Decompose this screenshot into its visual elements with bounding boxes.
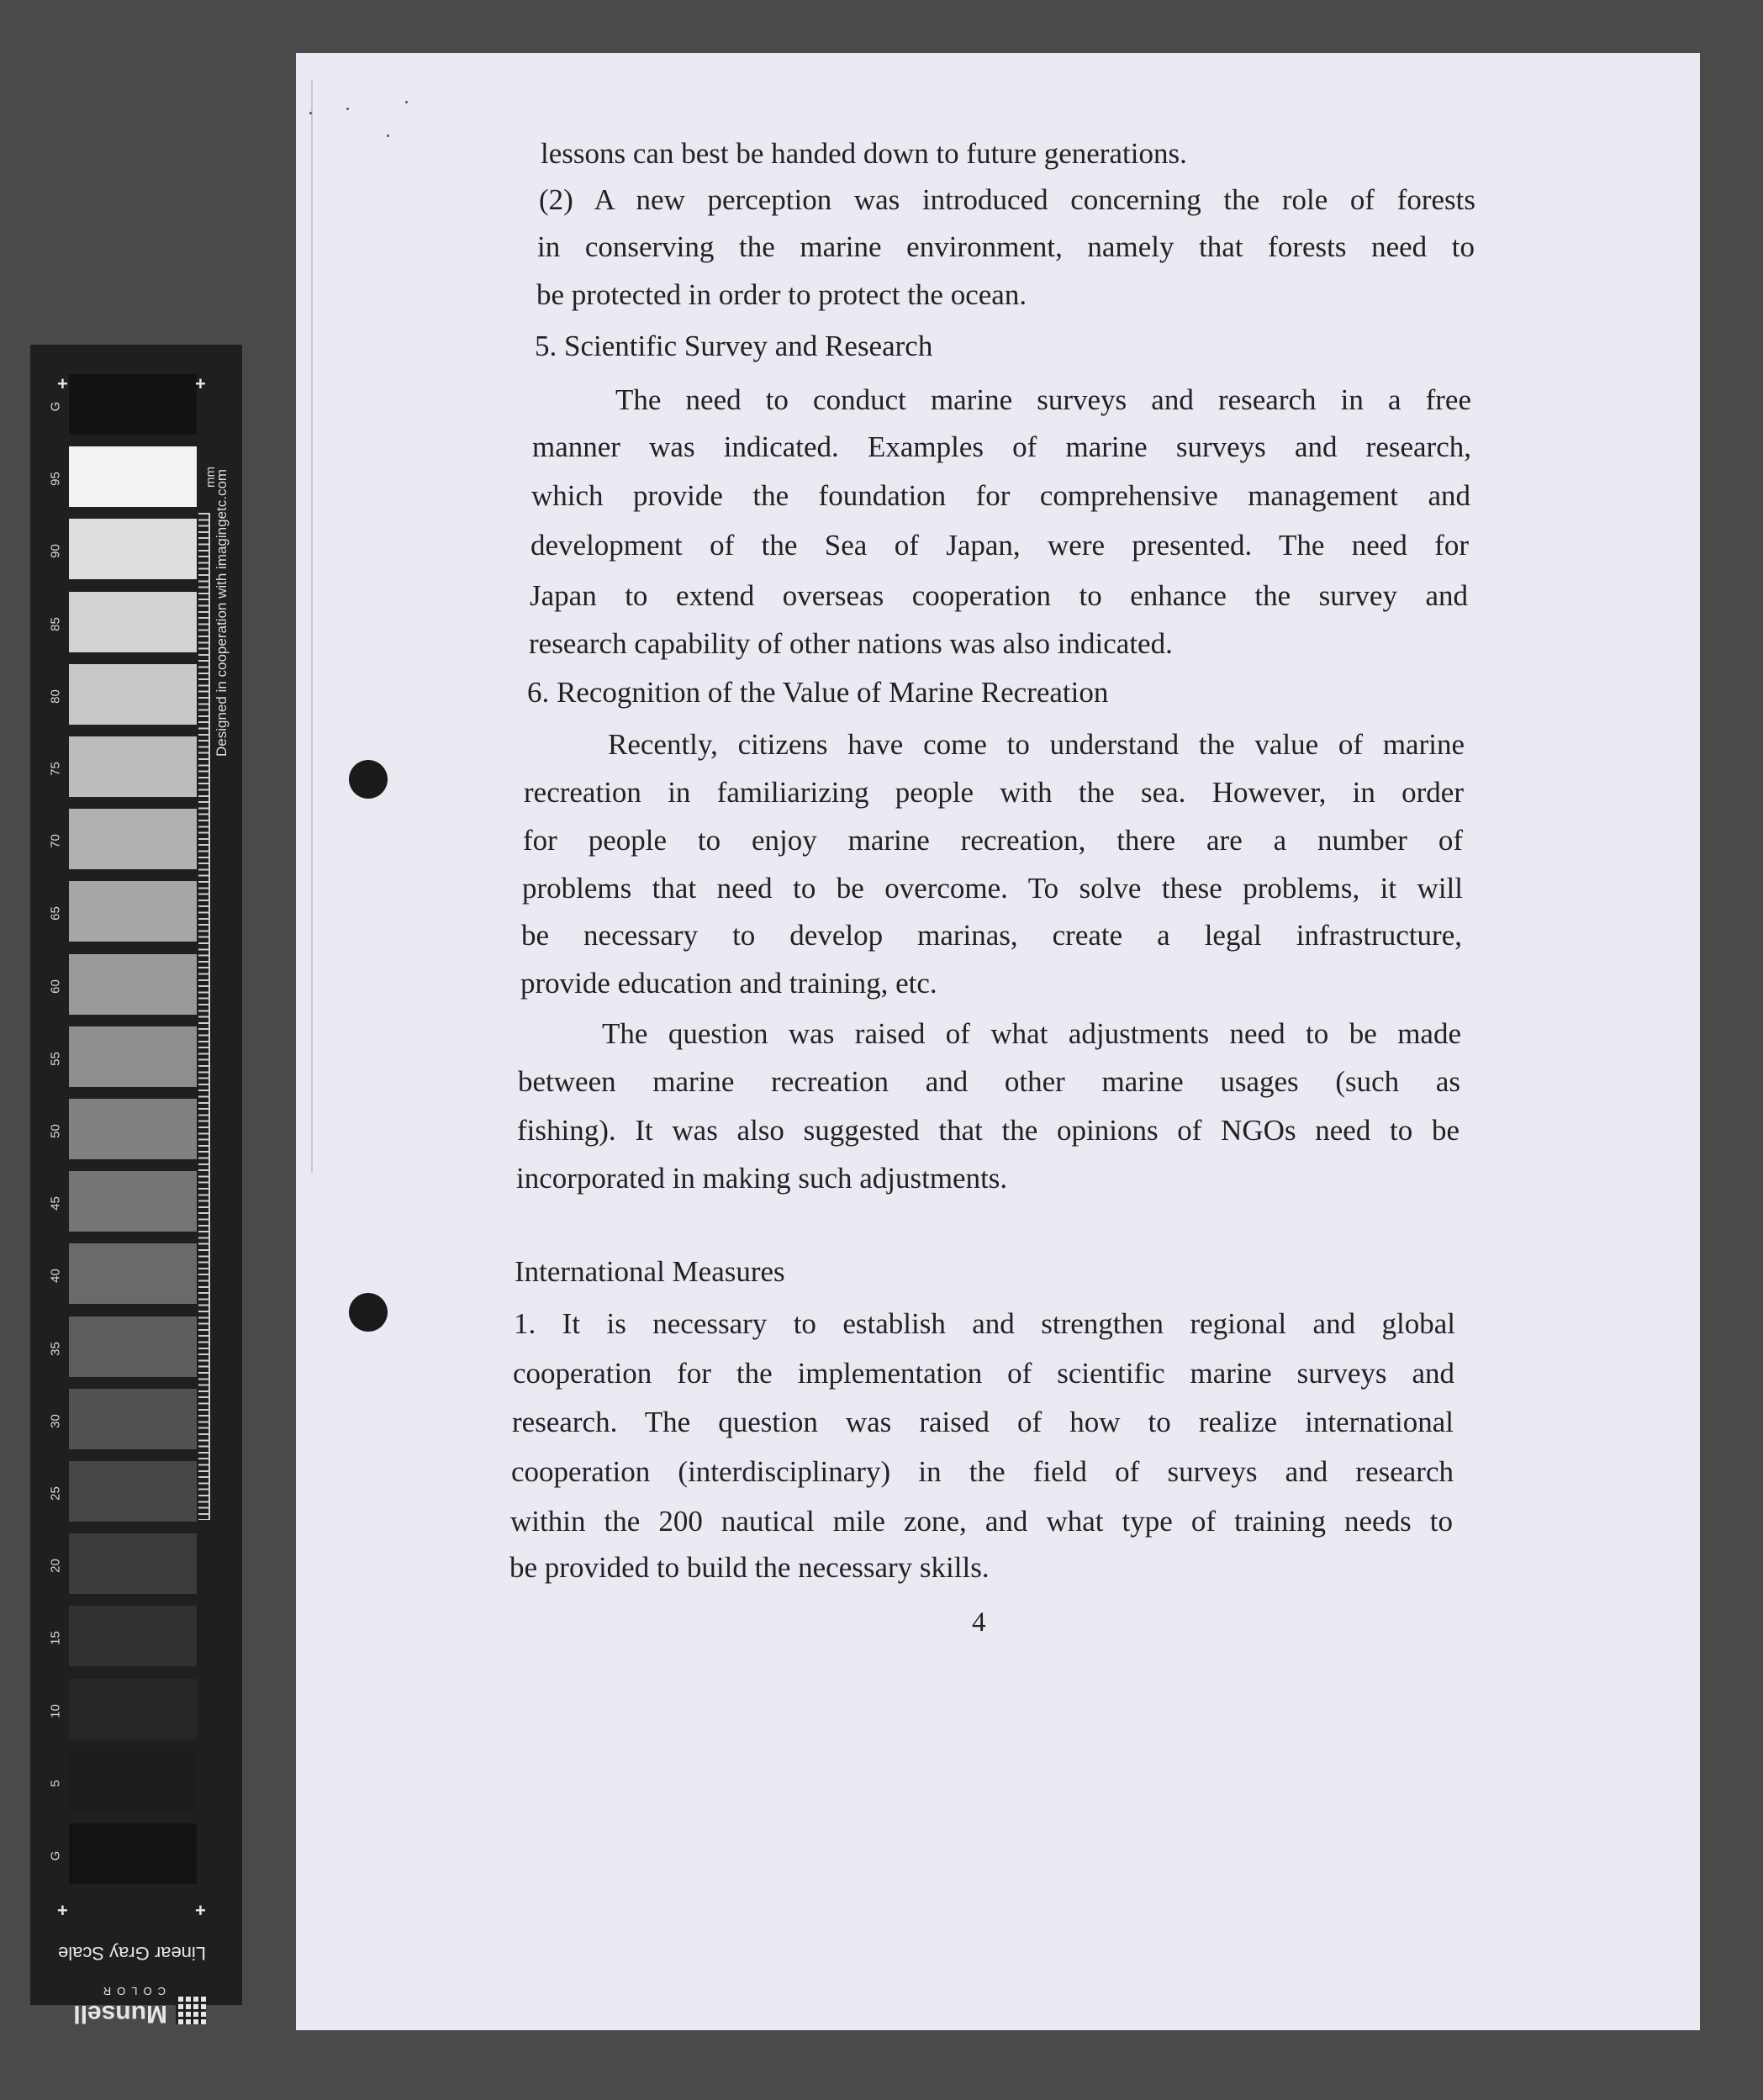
text-line: provide education and training, etc.: [520, 967, 937, 1000]
gray-patch: [69, 1679, 197, 1739]
gray-scale-label: 15: [48, 1631, 63, 1646]
designed-in-cooperation-text: Designed in cooperation with imagingetc.com: [214, 468, 230, 757]
text-line: Recently, citizens have come to understand the value of marine: [608, 728, 1465, 761]
munsell-color-text: COLOR: [97, 1985, 166, 1997]
gray-patch: [69, 809, 197, 869]
gray-patch: [69, 954, 197, 1015]
text-line: be protected in order to protect the ocean.: [536, 278, 1027, 311]
gray-scale-label: G: [48, 1850, 63, 1861]
gray-patch: [69, 1316, 197, 1377]
gray-patch: [69, 1171, 197, 1232]
munsell-logo: [63, 1976, 206, 2034]
section-heading: International Measures: [515, 1255, 785, 1288]
gray-scale-label: 5: [48, 1780, 63, 1787]
gray-scale-label: 80: [48, 689, 63, 704]
gray-scale-label: 45: [48, 1196, 63, 1211]
text-line: within the 200 nautical mile zone, and what type of training needs to: [510, 1505, 1453, 1538]
scan-speck: [387, 135, 389, 137]
gray-scale-label: 70: [48, 834, 63, 849]
gray-patch: [69, 1099, 197, 1159]
plus-mark: +: [57, 1900, 68, 1921]
gray-scale-label: 90: [48, 544, 63, 559]
punch-hole: [349, 1293, 388, 1332]
gray-scale-label: G: [48, 401, 63, 412]
gray-patch: [69, 881, 197, 942]
gray-patch: [69, 1026, 197, 1087]
punch-hole: [349, 760, 388, 799]
gray-patch: [69, 664, 197, 725]
text-line: (2) A new perception was introduced concerning the role of forests: [539, 183, 1475, 216]
gray-scale-label: 35: [48, 1341, 63, 1356]
text-line: 1. It is necessary to establish and strengthen regional and global: [514, 1307, 1455, 1340]
gray-patch: [69, 1389, 197, 1449]
gray-scale-label: 85: [48, 616, 63, 631]
gray-scale-label: 10: [48, 1703, 63, 1718]
scan-speck: [309, 112, 312, 114]
text-line: fishing). It was also suggested that the opinions of NGOs need to be: [517, 1114, 1459, 1147]
text-line: development of the Sea of Japan, were presented. The need for: [530, 529, 1469, 562]
gray-patch: [69, 446, 197, 507]
linear-gray-scale-label: Linear Gray Scale: [57, 1943, 207, 1964]
text-line: cooperation for the implementation of scientific marine surveys and: [513, 1357, 1454, 1390]
text-line: research. The question was raised of how to realize international: [512, 1406, 1454, 1438]
gray-scale-label: 60: [48, 979, 63, 994]
mm-ruler-line: [208, 513, 210, 1520]
text-line: research capability of other nations was also indicated.: [529, 627, 1173, 660]
gray-scale-label: 30: [48, 1413, 63, 1428]
gray-patch: [69, 1533, 197, 1594]
text-line: be provided to build the necessary skills.: [509, 1551, 990, 1584]
gray-patch: [69, 1461, 197, 1522]
gray-scale-target: [30, 345, 242, 2005]
text-line: between marine recreation and other marine usages (such as: [518, 1065, 1460, 1098]
text-line: which provide the foundation for comprehensive management and: [531, 479, 1470, 512]
gray-scale-label: 65: [48, 906, 63, 921]
gray-patch: [69, 1823, 197, 1884]
gray-scale-label: 55: [48, 1051, 63, 1066]
scan-speck: [346, 108, 349, 110]
gray-patch: [69, 1606, 197, 1666]
text-line: be necessary to develop marinas, create a legal infrastructure,: [521, 919, 1462, 952]
gray-scale-label: 50: [48, 1124, 63, 1138]
munsell-brand: Munsell: [73, 2000, 167, 2028]
mm-label: mm: [203, 467, 218, 488]
plus-mark: +: [57, 373, 68, 394]
gray-patch: [69, 519, 197, 579]
gray-patch: [69, 1243, 197, 1304]
section-heading: 6. Recognition of the Value of Marine Recreation: [527, 676, 1109, 709]
text-line: The question was raised of what adjustments need to be made: [602, 1017, 1461, 1050]
gray-patch: [69, 736, 197, 797]
plus-mark: +: [195, 1900, 206, 1921]
scan-speck: [405, 101, 408, 103]
gray-scale-label: 20: [48, 1559, 63, 1574]
munsell-grid-icon: [176, 1994, 206, 2024]
gray-patch: [69, 374, 197, 435]
gray-scale-label: 75: [48, 762, 63, 776]
text-line: Japan to extend overseas cooperation to enhance the survey and: [530, 579, 1468, 612]
page-edge-line: [311, 80, 313, 1173]
gray-scale-label: 95: [48, 472, 63, 487]
text-line: incorporated in making such adjustments.: [516, 1162, 1008, 1195]
gray-patch: [69, 592, 197, 652]
text-line: manner was indicated. Examples of marine surveys and research,: [532, 430, 1471, 463]
text-line: in conserving the marine environment, namely that forests need to: [537, 230, 1475, 263]
gray-patch: [69, 1751, 197, 1812]
gray-scale-label: 40: [48, 1269, 63, 1284]
section-heading: 5. Scientific Survey and Research: [535, 330, 933, 362]
text-line: The need to conduct marine surveys and research in a free: [615, 383, 1471, 416]
plus-mark: +: [195, 373, 206, 394]
page-number: 4: [972, 1607, 986, 1638]
text-line: for people to enjoy marine recreation, there are a number of: [523, 824, 1463, 857]
gray-scale-label: 25: [48, 1486, 63, 1501]
text-line: recreation in familiarizing people with the sea. However, in order: [524, 776, 1464, 809]
text-line: problems that need to be overcome. To solve these problems, it will: [522, 872, 1463, 905]
text-line: cooperation (interdisciplinary) in the field of surveys and research: [511, 1455, 1454, 1488]
text-line: lessons can best be handed down to future generations.: [541, 137, 1187, 170]
